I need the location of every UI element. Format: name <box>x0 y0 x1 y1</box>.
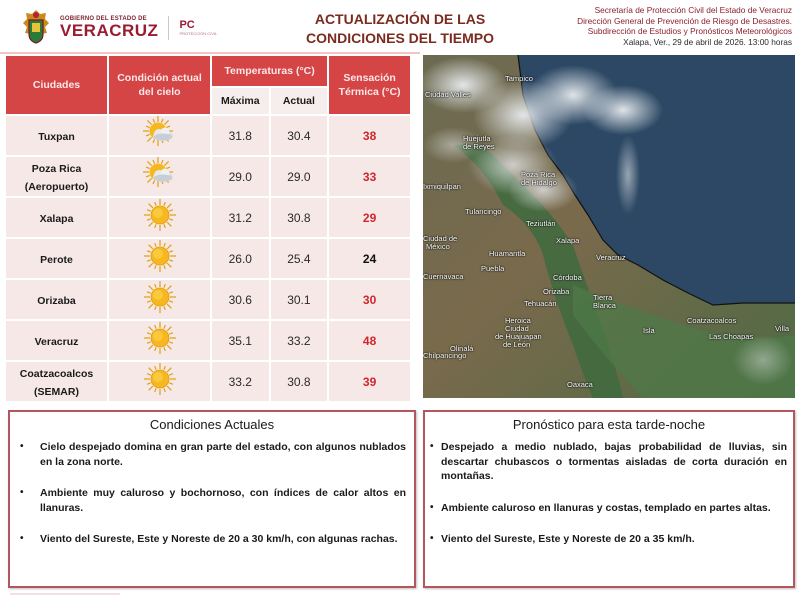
current-conditions-panel <box>8 410 416 588</box>
map-city-label: Ciudad <box>505 324 529 333</box>
city-name: Coatzacoalcos (SEMAR) <box>19 367 94 398</box>
max-temp: 35.1 <box>228 333 252 348</box>
map-city-label: de Hidalgo <box>521 178 557 187</box>
max-temp-cell <box>212 116 269 155</box>
city-cell <box>6 239 107 278</box>
city-cell <box>6 321 107 360</box>
map-city-label: Chilpancingo <box>423 351 467 360</box>
feel-cell <box>329 198 410 237</box>
sun-icon <box>143 362 177 396</box>
current-temp: 30.4 <box>287 128 311 143</box>
feel-cell <box>329 116 410 155</box>
current-temp: 33.2 <box>287 333 311 348</box>
max-temp: 31.8 <box>228 128 252 143</box>
page-title <box>280 10 520 48</box>
agency-line-2: Dirección General de Prevención de Riesgo de Desastres. <box>577 15 792 26</box>
max-temp: 33.2 <box>228 374 252 389</box>
current-conditions-title: Condiciones Actuales <box>149 417 275 432</box>
current-conditions-list <box>10 440 414 547</box>
city-cell <box>6 280 107 319</box>
col-header-current: Actual <box>271 88 328 114</box>
map-city-label: Teziutlán <box>526 219 556 228</box>
city-cell <box>6 116 107 155</box>
city-cell <box>6 362 107 401</box>
title-line-1: ACTUALIZACIÓN DE LAS <box>314 11 486 27</box>
list-item: • Ambiente caluroso en llanuras y costas, templado en partes altas. <box>425 501 793 516</box>
veracruz-crest-icon <box>20 8 52 48</box>
current-temp-cell <box>271 116 328 155</box>
agency-line-1: Secretaría de Protección Civil del Estado de Veracruz <box>594 5 792 15</box>
feel-cell <box>329 321 410 360</box>
current-temp-cell <box>271 198 328 237</box>
city-name: Tuxpan <box>38 130 75 143</box>
map-city-label: Xalapa <box>556 236 580 245</box>
agency-line-3: Subdirección de Estudios y Pronósticos Meteorológicos <box>587 26 792 36</box>
current-temp: 29.0 <box>287 169 311 184</box>
sky-cell <box>109 157 210 196</box>
sky-cell <box>109 116 210 155</box>
map-city-label: Huamantla <box>489 249 526 258</box>
city-name: Perote <box>40 253 73 266</box>
gov-small-text: GOBIERNO DEL ESTADO DE <box>60 16 147 22</box>
feel-temp: 24 <box>362 251 377 266</box>
sky-cell <box>109 280 210 319</box>
max-temp: 31.2 <box>228 210 252 225</box>
current-temp-cell <box>271 280 328 319</box>
forecast-title: Pronóstico para esta tarde-noche <box>512 417 706 432</box>
map-city-label: Tehuacán <box>524 299 557 308</box>
current-temp: 30.8 <box>287 374 311 389</box>
map-city-label: Tulancingo <box>465 207 502 216</box>
sky-cell <box>109 321 210 360</box>
city-cell <box>6 198 107 237</box>
max-temp-cell <box>212 362 269 401</box>
max-temp: 30.6 <box>228 292 252 307</box>
feel-temp: 48 <box>362 333 377 348</box>
footer-mark <box>10 593 120 595</box>
list-item: • Viento del Sureste, Este y Noreste de 20 a 30 km/h, con algunas rachas. <box>10 532 414 547</box>
city-name: Orizaba <box>37 294 76 307</box>
map-city-label: Ciudad Valles <box>425 90 471 99</box>
table-row <box>6 239 410 278</box>
current-temp-cell <box>271 239 328 278</box>
forecast-panel <box>423 410 795 588</box>
map-city-label: Tampico <box>505 74 533 83</box>
logo-divider <box>168 16 169 40</box>
partly-cloudy-icon <box>143 116 177 150</box>
feel-temp: 30 <box>362 292 377 307</box>
table-row <box>6 116 410 155</box>
map-city-label: Ciudad de <box>423 234 458 243</box>
feel-cell <box>329 280 410 319</box>
table-row <box>6 321 410 360</box>
col-header-temps: Temperaturas (°C) <box>212 56 327 86</box>
max-temp: 29.0 <box>228 169 252 184</box>
satellite-map[interactable] <box>423 55 795 398</box>
pc-logo <box>179 20 219 36</box>
government-logo <box>20 8 219 48</box>
city-name: Xalapa <box>39 212 74 225</box>
sky-cell <box>109 362 210 401</box>
map-city-label: Huejutla <box>463 134 491 143</box>
satellite-imagery <box>423 55 795 398</box>
max-temp-cell <box>212 280 269 319</box>
current-temp: 30.1 <box>287 292 311 307</box>
map-city-label: Heroica <box>505 316 531 325</box>
max-temp-cell <box>212 157 269 196</box>
title-line-2: CONDICIONES DEL TIEMPO <box>306 30 494 46</box>
feel-temp: 29 <box>362 210 377 225</box>
sun-icon <box>143 239 177 273</box>
table-row <box>6 280 410 319</box>
max-temp: 26.0 <box>228 251 252 266</box>
report-date: Xalapa, Ver., 29 de abril de 2026. 13:00 horas <box>623 36 792 47</box>
pc-title: PC <box>179 19 195 31</box>
current-temp-cell <box>271 157 328 196</box>
sun-icon <box>143 280 177 314</box>
col-header-sky: Condición actual del cielo <box>109 56 210 114</box>
sun-icon <box>143 198 177 232</box>
map-city-label: de León <box>503 340 531 349</box>
feel-temp: 33 <box>362 169 377 184</box>
map-city-label: Coatzacoalcos <box>687 316 737 325</box>
city-name: Poza Rica (Aeropuerto) <box>24 162 89 193</box>
sun-icon <box>143 321 177 355</box>
city-name: Veracruz <box>34 335 79 348</box>
list-item: • Viento del Sureste, Este y Noreste de 20 a 35 km/h. <box>425 532 793 547</box>
current-temp-cell <box>271 321 328 360</box>
current-temp: 30.8 <box>287 210 311 225</box>
weather-table <box>4 54 412 403</box>
feel-cell <box>329 362 410 401</box>
sky-cell <box>109 198 210 237</box>
list-item: • Ambiente muy caluroso y bochornoso, con índices de calor altos en llanuras. <box>10 486 414 515</box>
map-city-label: Veracruz <box>596 253 626 262</box>
page-header <box>0 0 800 52</box>
map-city-label: Olinalá <box>450 344 474 353</box>
map-city-label: México <box>426 242 450 251</box>
map-city-label: Isla <box>643 326 655 335</box>
map-city-label: Poza Rica <box>521 170 556 179</box>
map-city-label: Puebla <box>481 264 505 273</box>
list-item: • Cielo despejado domina en gran parte del estado, con algunos nublados en la zona norte. <box>10 440 414 469</box>
forecast-list <box>425 440 793 547</box>
map-city-label: Cuernavaca <box>423 272 464 281</box>
map-city-label: Tierra <box>593 293 613 302</box>
pc-subtitle: PROTECCIÓN CIVIL <box>179 31 218 36</box>
max-temp-cell <box>212 321 269 360</box>
city-cell <box>6 157 107 196</box>
col-header-city: Ciudades <box>6 56 107 114</box>
map-city-label: Córdoba <box>553 273 582 282</box>
max-temp-cell <box>212 198 269 237</box>
map-city-label: Oaxaca <box>567 380 593 389</box>
table-row <box>6 362 410 401</box>
col-header-max: Máxima <box>212 88 269 114</box>
map-city-label: Las Choapas <box>709 332 754 341</box>
map-city-label: Blanca <box>593 301 616 310</box>
table-row <box>6 157 410 196</box>
sky-cell <box>109 239 210 278</box>
agency-info <box>577 5 792 47</box>
feel-cell <box>329 157 410 196</box>
map-city-label: de Reyes <box>463 142 495 151</box>
current-temp-cell <box>271 362 328 401</box>
col-header-feel: Sensación Térmica (°C) <box>329 56 410 114</box>
feel-temp: 38 <box>362 128 377 143</box>
max-temp-cell <box>212 239 269 278</box>
table-row <box>6 198 410 237</box>
list-item: • Despejado a medio nublado, bajas probabilidad de lluvias, sin descartar chubascos o tormentas aisladas de corta duración en montañas. <box>425 440 793 484</box>
partly-cloudy-icon <box>143 157 177 191</box>
feel-cell <box>329 239 410 278</box>
gov-state-name: VERACRUZ <box>60 21 159 40</box>
map-city-label: Ixmiquilpan <box>423 182 461 191</box>
map-city-label: Villa <box>775 324 790 333</box>
feel-temp: 39 <box>362 374 377 389</box>
map-city-label: Orizaba <box>543 287 570 296</box>
current-temp: 25.4 <box>287 251 311 266</box>
map-city-label: de Huajuapan <box>495 332 542 341</box>
